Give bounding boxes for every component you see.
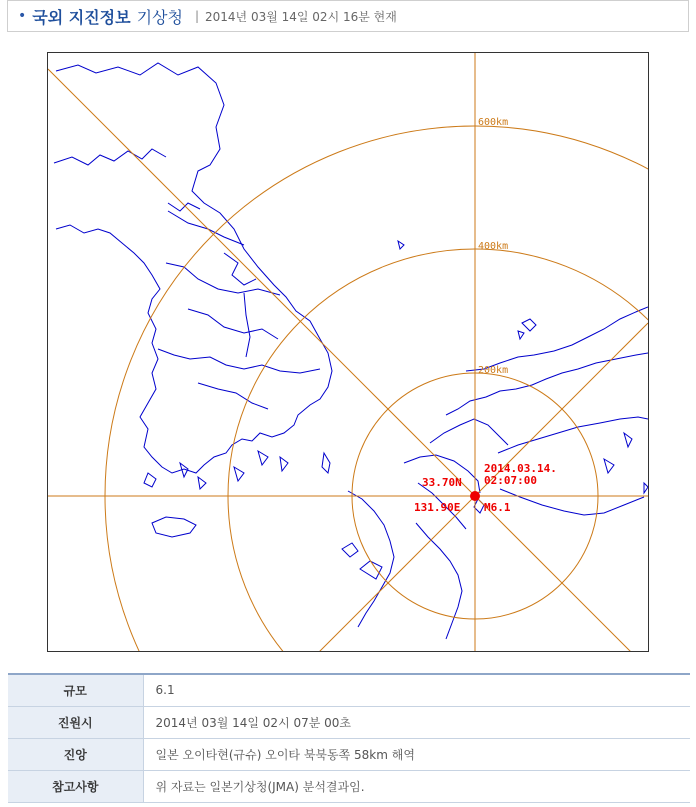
row-label-magnitude: 규모 <box>8 674 143 706</box>
epicenter-latitude: 33.70N <box>422 476 462 489</box>
update-timestamp: 2014년 03월 14일 02시 16분 현재 <box>205 9 397 24</box>
row-label-notes: 참고사항 <box>8 770 143 802</box>
header-separator: | <box>194 9 199 23</box>
earthquake-map <box>47 52 649 652</box>
table-row <box>8 706 690 738</box>
ring-label-200km: 200km <box>478 365 509 376</box>
diagonal-sw-ne <box>48 323 648 651</box>
row-label-epicenter: 진앙 <box>8 738 143 770</box>
ring-400km <box>228 249 648 651</box>
epicenter-time: 02:07:00 <box>484 474 537 487</box>
grid-lines <box>48 53 648 651</box>
table-row <box>8 674 690 706</box>
epicenter-date: 2014.03.14. <box>484 462 557 475</box>
bullet-icon: • <box>18 8 27 24</box>
row-value-epicenter: 일본 오이타현(규슈) 오이타 북북동쪽 58km 해역 <box>143 738 690 770</box>
epicenter-longitude: 131.90E <box>414 501 461 514</box>
table-row <box>8 738 690 770</box>
row-value-magnitude: 6.1 <box>143 674 690 706</box>
ring-label-600km: 600km <box>478 117 509 128</box>
row-value-origin-time: 2014년 03월 14일 02시 07분 00초 <box>143 706 690 738</box>
coastline-layer <box>54 63 648 639</box>
row-value-notes: 위 자료는 일본기상청(JMA) 분석결과임. <box>143 770 690 802</box>
row-label-origin-time: 진원시 <box>8 706 143 738</box>
table-row <box>8 770 690 802</box>
epicenter-marker <box>470 491 480 501</box>
map-canvas <box>48 53 648 651</box>
earthquake-info-table <box>8 673 690 803</box>
page-header <box>7 0 689 32</box>
page-title: 국외 지진정보 <box>32 7 131 27</box>
agency-name: 기상청 <box>136 7 183 27</box>
ring-label-400km: 400km <box>478 241 509 252</box>
epicenter-magnitude: M6.1 <box>484 501 511 514</box>
